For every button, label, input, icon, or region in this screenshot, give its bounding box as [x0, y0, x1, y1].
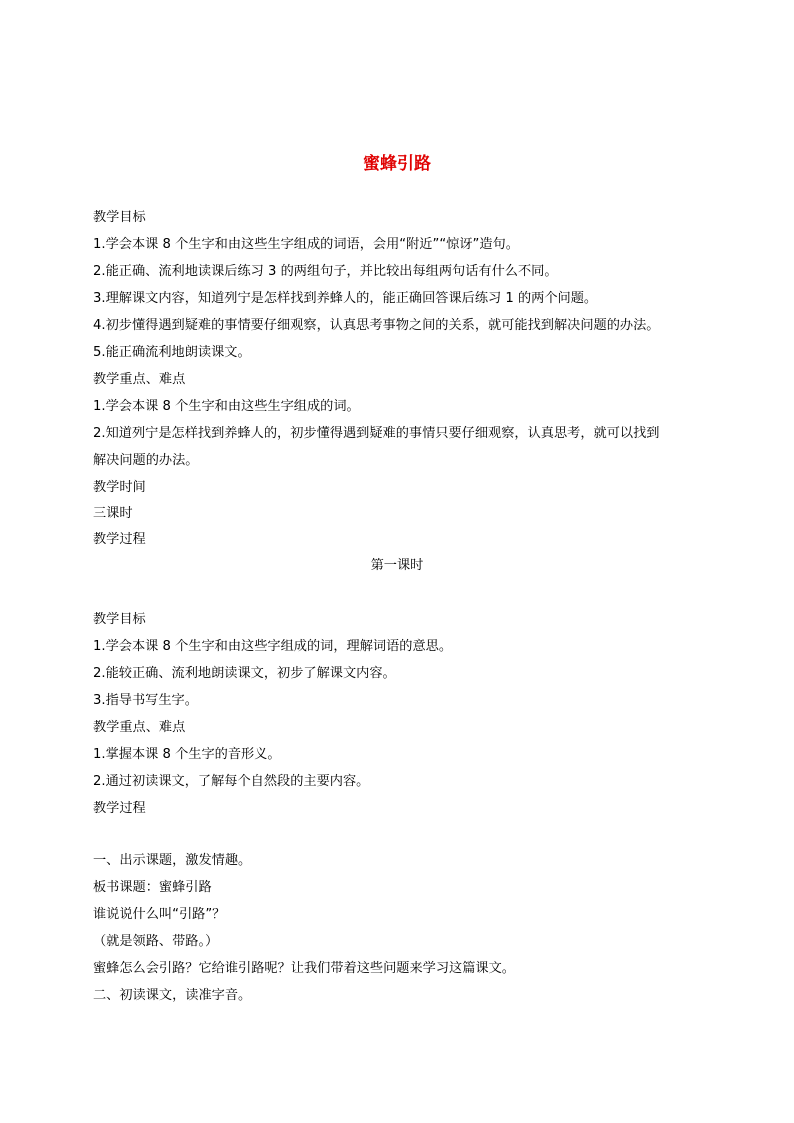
process-step-2: 二、初读课文，读准字音。	[93, 988, 252, 1003]
goal-item-4: 4.初步懂得遇到疑难的事情要仔细观察，认真思考事物之间的关系，就可能找到解决问题的办法。	[93, 318, 660, 333]
process-question: 谁说说什么叫“引路”？	[93, 907, 226, 922]
key-point-1: 1.学会本课 8 个生字和由这些生字组成的词。	[93, 399, 360, 414]
process-step-1: 一、出示课题，激发情趣。	[93, 853, 252, 868]
goal-item-2: 2.能正确、流利地读课后练习 3 的两组句子，并比较出每组两句话有什么不同。	[93, 264, 558, 279]
document-title: 蜜蜂引路	[363, 154, 431, 174]
key-point-2-continued: 解决问题的办法。	[93, 453, 199, 468]
process-board-title: 板书课题：蜜蜂引路	[93, 880, 212, 895]
lesson1-goal-3: 3.指导书写生字。	[93, 693, 198, 708]
lesson1-key-point-1: 1.掌握本课 8 个生字的音形义。	[93, 747, 281, 762]
goal-item-5: 5.能正确流利地朗读课文。	[93, 345, 251, 360]
heading-key-points: 教学重点、难点	[93, 372, 186, 387]
lesson1-heading-process: 教学过程	[93, 801, 146, 816]
goal-item-1: 1.学会本课 8 个生字和由这些生字组成的词语，会用“附近”“惊讶”造句。	[93, 237, 519, 252]
heading-teaching-process: 教学过程	[93, 532, 146, 547]
heading-teaching-goals: 教学目标	[93, 210, 146, 225]
lesson1-goal-1: 1.学会本课 8 个生字和由这些字组成的词，理解词语的意思。	[93, 639, 453, 654]
lesson1-heading-key-points: 教学重点、难点	[93, 720, 186, 735]
key-point-2: 2.知道列宁是怎样找到养蜂人的，初步懂得遇到疑难的事情只要仔细观察，认真思考，就可以找到	[93, 426, 660, 441]
lesson1-key-point-2: 2.通过初读课文，了解每个自然段的主要内容。	[93, 774, 370, 789]
teaching-time-value: 三课时	[93, 506, 133, 521]
lesson1-goal-2: 2.能较正确、流利地朗读课文，初步了解课文内容。	[93, 666, 396, 681]
process-prompt: 蜜蜂怎么会引路？它给谁引路呢？让我们带着这些问题来学习这篇课文。	[93, 961, 515, 976]
goal-item-3: 3.理解课文内容，知道列宁是怎样找到养蜂人的，能正确回答课后练习 1 的两个问题。	[93, 291, 598, 306]
process-answer: （就是领路、带路。）	[93, 934, 219, 949]
heading-teaching-time: 教学时间	[93, 480, 146, 495]
lesson1-heading-goals: 教学目标	[93, 612, 146, 627]
section-first-lesson: 第一课时	[370, 558, 424, 573]
